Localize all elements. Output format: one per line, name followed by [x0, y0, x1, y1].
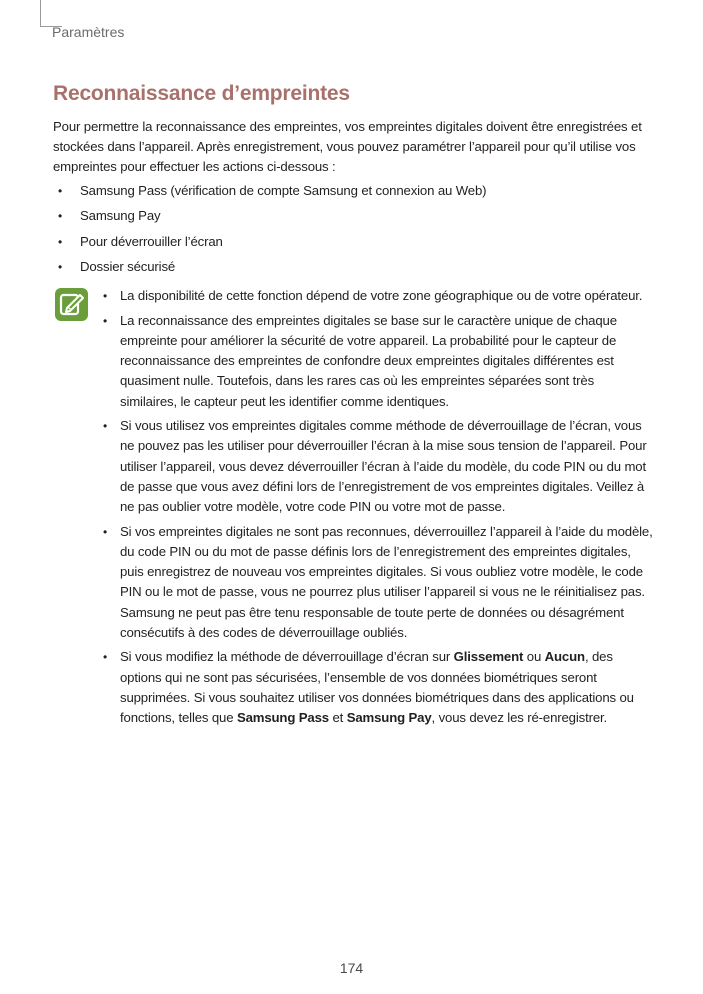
bullet-marker: • [103, 289, 108, 303]
note-text: La disponibilité de cette fonction dépend de votre zone géographique ou de votre opérateur. [120, 288, 643, 303]
note-text-part: , vous devez les ré-enregistrer. [431, 710, 608, 726]
note-item [102, 647, 654, 728]
note-item [102, 286, 654, 306]
note-item [102, 522, 654, 643]
list-item [53, 206, 653, 231]
option-glissement: Glissement [453, 649, 524, 665]
note-text: Si vos empreintes digitales ne sont pas reconnues, déverrouillez l’appareil à l’aide du modèle, du code PIN ou du mot de passe définis lors de l’enregistrement des empreintes digitales, puis enregistrez de nouveau vos empreintes digitales. Si vous oubliez votre modèle, le code PIN ou le mot de passe, vous ne pourrez plus utiliser l’appareil si vous ne le réinitialisez pas. Samsung ne peut pas être tenu responsable de toute perte de données ou désagrément consécutifs à des codes de déverrouillage oubliés. [120, 523, 653, 640]
note-item [102, 416, 654, 517]
header-rule-vertical [40, 0, 41, 26]
note-text-part: ou [523, 649, 545, 665]
page-number: 174 [339, 960, 364, 976]
note-text-part: Si vous modifiez la méthode de déverrouillage d’écran sur [120, 649, 454, 665]
section-header: Paramètres [52, 24, 125, 40]
notes-list [102, 286, 654, 733]
note-text-part: , des options qui ne sont pas sécurisées, l’ensemble de vos données biométriques seront supprimées. Si vous souhaitez utiliser vos données biométriques dans des applications ou fonctions, telles que [120, 649, 634, 726]
bullet-marker: • [103, 524, 108, 539]
note-item [102, 311, 654, 412]
bullet-marker: • [103, 313, 108, 328]
bullet-marker: • [58, 209, 63, 224]
bullet-marker: • [103, 419, 108, 434]
bullet-marker: • [58, 184, 63, 198]
bullet-marker: • [103, 650, 108, 665]
app-samsung-pay: Samsung Pay [346, 710, 432, 726]
app-samsung-pass: Samsung Pass [236, 710, 329, 726]
note-text-part: et [328, 710, 347, 726]
list-item [53, 181, 653, 206]
list-item-text: Samsung Pay [80, 208, 161, 224]
bullet-marker: • [58, 234, 63, 249]
list-item [53, 232, 653, 257]
list-item-text: Dossier sécurisé [80, 258, 176, 274]
intro-paragraph: Pour permettre la reconnaissance des empreintes, vos empreintes digitales doivent être enregistrées et stockées dans l’appareil. Après enregistrement, vous pouvez paramétrer l’appareil pour qu’il utilise vos empreintes pour effectuer les actions ci-dessous : [53, 119, 642, 174]
feature-list [53, 181, 653, 282]
note-text: Si vous utilisez vos empreintes digitales comme méthode de déverrouillage de l’écran, vous ne pouvez pas les utiliser pour déverrouiller l’écran à la mise sous tension de l’appareil. Pour utiliser l’appareil, vous devez déverrouiller l’écran à l’aide du modèle, du code PIN ou du mot de passe que vous avez défini lors de l’enregistrement de vos empreintes digitales. Veillez à ne pas oublier votre modèle, votre code PIN ou votre mot de passe. [120, 418, 647, 515]
list-item [53, 257, 653, 282]
list-item-text: Samsung Pass (vérification de compte Samsung et connexion au Web) [80, 183, 487, 198]
option-aucun: Aucun [544, 649, 585, 665]
note-pencil-icon [55, 288, 88, 321]
list-item-text: Pour déverrouiller l’écran [80, 233, 223, 249]
bullet-marker: • [58, 259, 63, 274]
note-text: La reconnaissance des empreintes digitales se base sur le caractère unique de chaque empreinte pour améliorer la sécurité de votre appareil. La probabilité pour le capteur de reconnaissance des empreintes de confondre deux empreintes digitales différentes est quasiment nulle. Toutefois, dans les rares cas où les empreintes séparées sont très similaires, le capteur peut les identifier comme identiques. [120, 312, 617, 409]
page-title: Reconnaissance d’empreintes [53, 82, 350, 105]
note-text [120, 649, 634, 725]
